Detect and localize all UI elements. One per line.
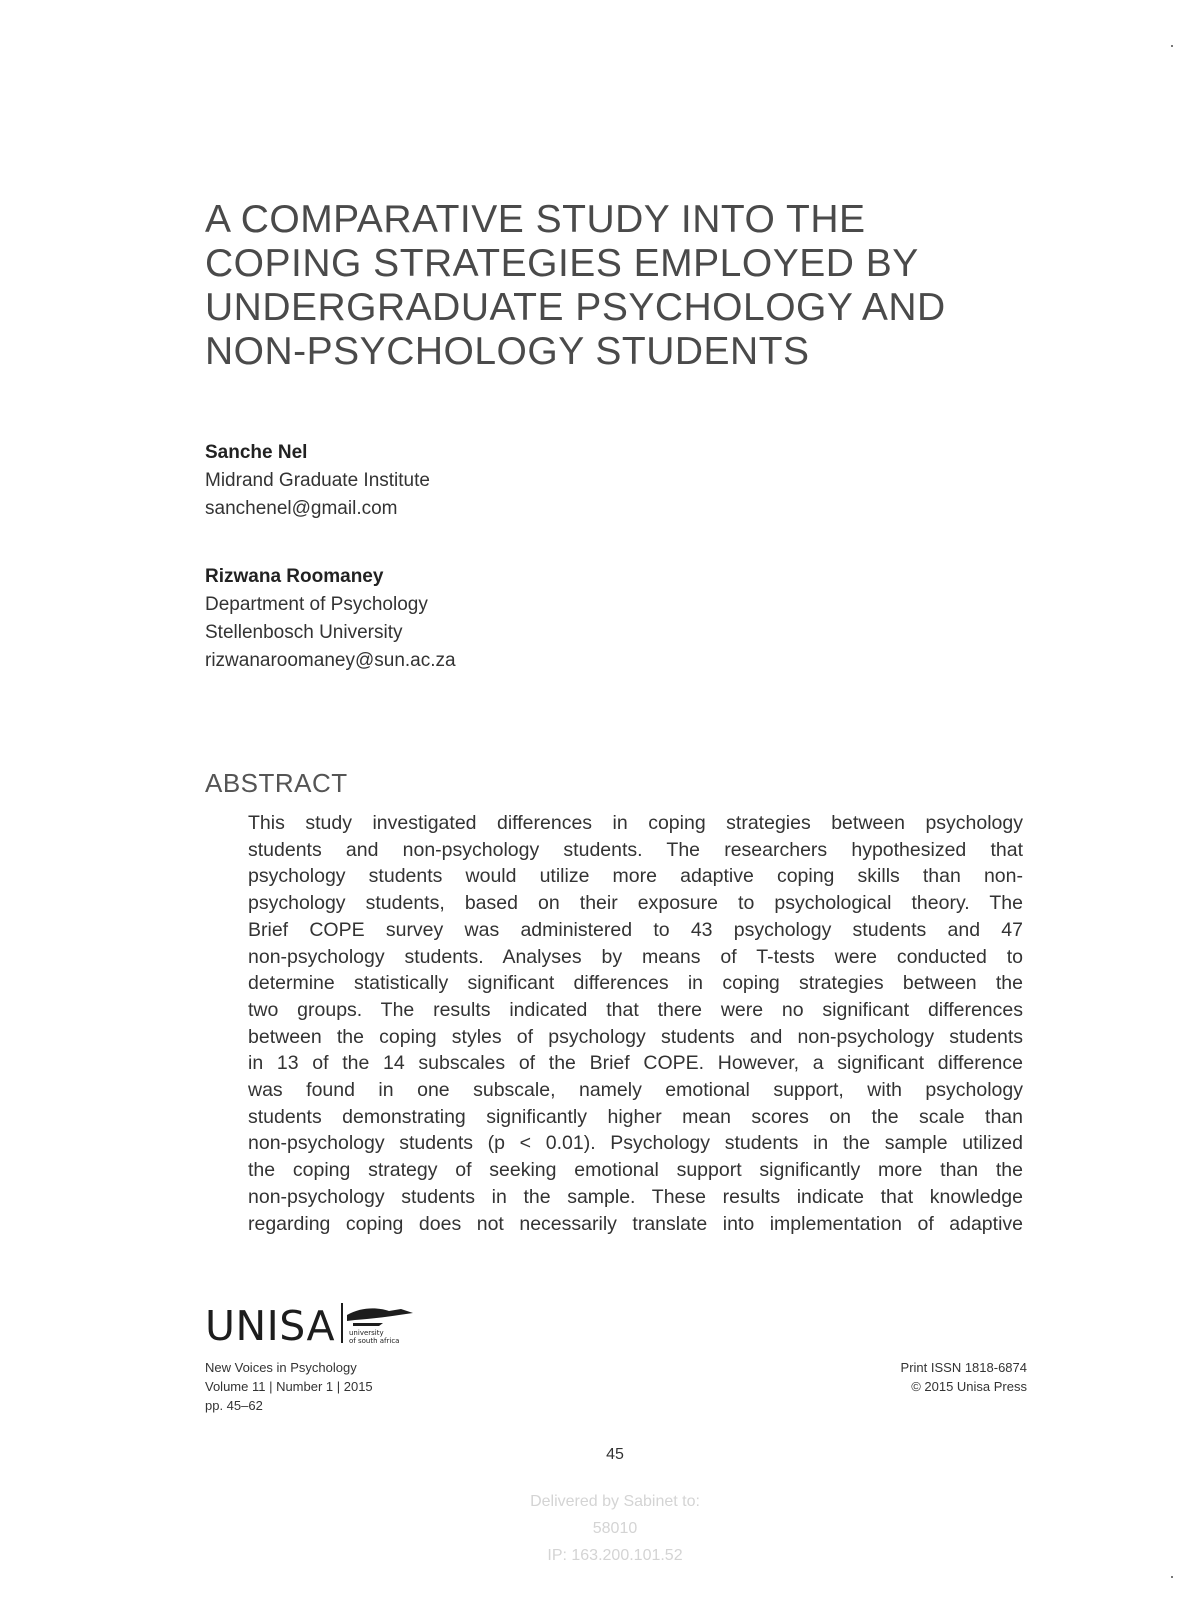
author-name: Sanche Nel <box>205 442 308 463</box>
corner-mark-top-right <box>1171 45 1173 47</box>
unisa-emblem-icon <box>339 1303 415 1349</box>
abstract-heading: ABSTRACT <box>205 768 348 798</box>
logo-subtext: of south africa <box>349 1337 400 1345</box>
author-affiliation: Department of Psychology <box>205 594 428 615</box>
abstract-line: psychology students would utilize more adaptive coping skills than non- <box>248 865 1023 888</box>
corner-mark-bottom-right <box>1171 1576 1173 1578</box>
print-issn: Print ISSN 1818-6874 <box>900 1360 1027 1375</box>
abstract-line: non-psychology students (p < 0.01). Psychology students in the sample utilized <box>248 1132 1023 1155</box>
delivery-watermark <box>0 1488 1200 1569</box>
journal-pages: pp. 45–62 <box>205 1398 263 1413</box>
author-name: Rizwana Roomaney <box>205 566 384 587</box>
copyright-notice: © 2015 Unisa Press <box>911 1379 1027 1394</box>
journal-info <box>205 1358 373 1415</box>
author-email: rizwanaroomaney@sun.ac.za <box>205 650 456 671</box>
journal-name: New Voices in Psychology <box>205 1360 357 1375</box>
logo-subtext: university <box>349 1329 384 1337</box>
logo-wordmark: UNISA <box>205 1301 336 1350</box>
watermark-line: 58010 <box>592 1520 638 1537</box>
abstract-line: students demonstrating significantly higher mean scores on the scale than <box>248 1105 1023 1128</box>
title-line: COPING STRATEGIES EMPLOYED BY <box>205 242 919 285</box>
abstract-line: Brief COPE survey was administered to 43 psychology students and 47 <box>248 918 1023 941</box>
author-block <box>205 439 430 523</box>
abstract-line: non-psychology students in the sample. These results indicate that knowledge <box>248 1185 1023 1208</box>
author-block <box>205 563 456 675</box>
abstract-body <box>248 810 1023 1237</box>
title-line: A COMPARATIVE STUDY INTO THE <box>205 198 866 241</box>
journal-volume: Volume 11 | Number 1 | 2015 <box>205 1379 373 1394</box>
abstract-line: in 13 of the 14 subscales of the Brief COPE. However, a significant difference <box>248 1052 1023 1075</box>
unisa-logo <box>205 1303 415 1349</box>
author-affiliation: Stellenbosch University <box>205 622 403 643</box>
abstract-line: psychology students, based on their exposure to psychological theory. The <box>248 892 1023 915</box>
abstract-line: determine statistically significant differences in coping strategies between the <box>248 972 1023 995</box>
abstract-line: two groups. The results indicated that there were no significant differences <box>248 998 1023 1021</box>
abstract-line: students and non-psychology students. The researchers hypothesized that <box>248 838 1023 861</box>
watermark-line: Delivered by Sabinet to: <box>530 1493 700 1510</box>
title-line: NON-PSYCHOLOGY STUDENTS <box>205 330 810 373</box>
issn-info <box>901 1358 1027 1396</box>
abstract-line: between the coping styles of psychology students and non-psychology students <box>248 1025 1023 1048</box>
abstract-line: non-psychology students. Analyses by means of T-tests were conducted to <box>248 945 1023 968</box>
author-email: sanchenel@gmail.com <box>205 498 398 519</box>
abstract-line: the coping strategy of seeking emotional support significantly more than the <box>248 1159 1023 1182</box>
paper-title <box>205 198 1025 374</box>
title-line: UNDERGRADUATE PSYCHOLOGY AND <box>205 286 946 329</box>
page-number: 45 <box>606 1446 624 1463</box>
abstract-line: This study investigated differences in coping strategies between psychology <box>248 812 1023 834</box>
author-affiliation: Midrand Graduate Institute <box>205 470 430 491</box>
watermark-line: IP: 163.200.101.52 <box>547 1547 683 1564</box>
abstract-line: regarding coping does not necessarily translate into implementation of adaptive <box>248 1212 1023 1235</box>
abstract-line: was found in one subscale, namely emotional support, with psychology <box>248 1079 1023 1102</box>
